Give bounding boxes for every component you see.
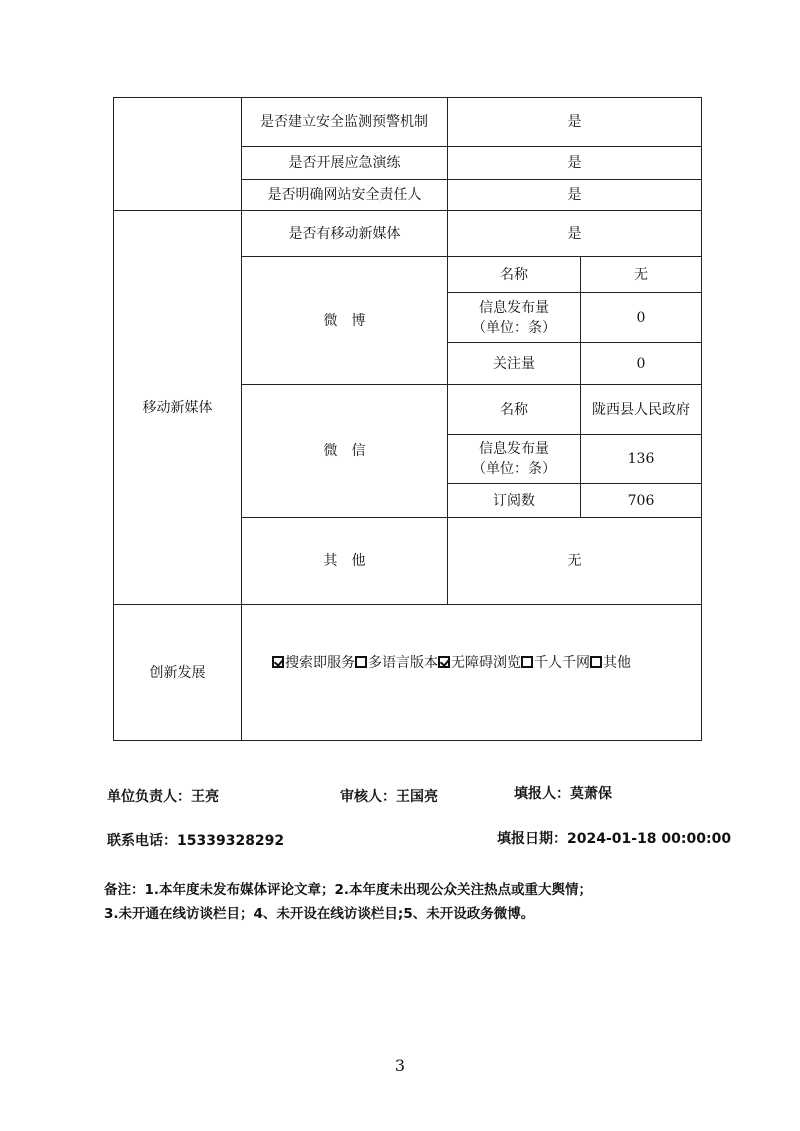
option-multilingual[interactable]: 多语言版本 bbox=[355, 652, 438, 672]
drill-label: 是否开展应急演练 bbox=[288, 155, 401, 171]
wechat-label: 微 信 bbox=[323, 443, 366, 459]
option-accessible-browsing[interactable]: 无障碍浏览 bbox=[438, 652, 521, 672]
wechat-posts-value: 136 bbox=[627, 451, 655, 467]
wechat-subs-value: 706 bbox=[627, 492, 655, 509]
wechat-posts-label: 信息发布量（单位：条） bbox=[472, 441, 556, 477]
innovation-options bbox=[272, 652, 631, 672]
checkbox-checked-icon[interactable] bbox=[438, 656, 450, 668]
checkbox-checked-icon[interactable] bbox=[272, 656, 284, 668]
note-line-1: 备注：1.本年度未发布媒体评论文章；2.本年度未出现公众关注热点或重大舆情； bbox=[104, 882, 593, 898]
weibo-followers-value: 0 bbox=[636, 355, 646, 372]
weibo-posts-value: 0 bbox=[636, 309, 646, 326]
other-label: 其 他 bbox=[323, 553, 366, 569]
note-line-2: 3.未开通在线访谈栏目；4、未开设在线访谈栏目;5、未开设政务微博。 bbox=[104, 906, 535, 922]
other-value: 无 bbox=[567, 553, 582, 569]
monitoring-value: 是 bbox=[567, 114, 582, 130]
has-media-value: 是 bbox=[567, 225, 582, 242]
drill-value: 是 bbox=[567, 155, 582, 171]
weibo-posts-label: 信息发布量（单位：条） bbox=[472, 299, 556, 336]
wechat-name-label: 名称 bbox=[500, 401, 528, 418]
page-number: 3 bbox=[394, 1056, 406, 1075]
unit-head: 单位负责人：王亮 bbox=[107, 789, 219, 805]
weibo-name-label: 名称 bbox=[500, 266, 528, 283]
checkbox-unchecked-icon[interactable] bbox=[355, 656, 367, 668]
weibo-label: 微 博 bbox=[323, 312, 366, 329]
monitoring-label: 是否建立安全监测预警机制 bbox=[260, 114, 428, 130]
wechat-subs-label: 订阅数 bbox=[493, 492, 535, 509]
option-other[interactable]: 其他 bbox=[590, 652, 631, 672]
option-search-as-service[interactable]: 搜索即服务 bbox=[272, 652, 355, 672]
fill-date: 填报日期：2024-01-18 00:00:00 bbox=[497, 831, 732, 847]
weibo-followers-label: 关注量 bbox=[493, 355, 535, 372]
reviewer: 审核人：王国亮 bbox=[340, 789, 438, 805]
media-section-label: 移动新媒体 bbox=[142, 399, 213, 416]
checkbox-unchecked-icon[interactable] bbox=[521, 656, 533, 668]
has-media-label: 是否有移动新媒体 bbox=[288, 225, 401, 242]
responsible-value: 是 bbox=[567, 187, 582, 203]
checkbox-unchecked-icon[interactable] bbox=[590, 656, 602, 668]
wechat-name-value: 陇西县人民政府 bbox=[592, 401, 690, 418]
filler: 填报人：莫萧保 bbox=[514, 786, 612, 802]
option-personalized[interactable]: 千人千网 bbox=[521, 652, 590, 672]
innovation-label: 创新发展 bbox=[149, 664, 206, 681]
responsible-label: 是否明确网站安全责任人 bbox=[267, 187, 422, 203]
contact-phone: 联系电话：15339328292 bbox=[107, 833, 285, 849]
weibo-name-value: 无 bbox=[634, 266, 648, 283]
